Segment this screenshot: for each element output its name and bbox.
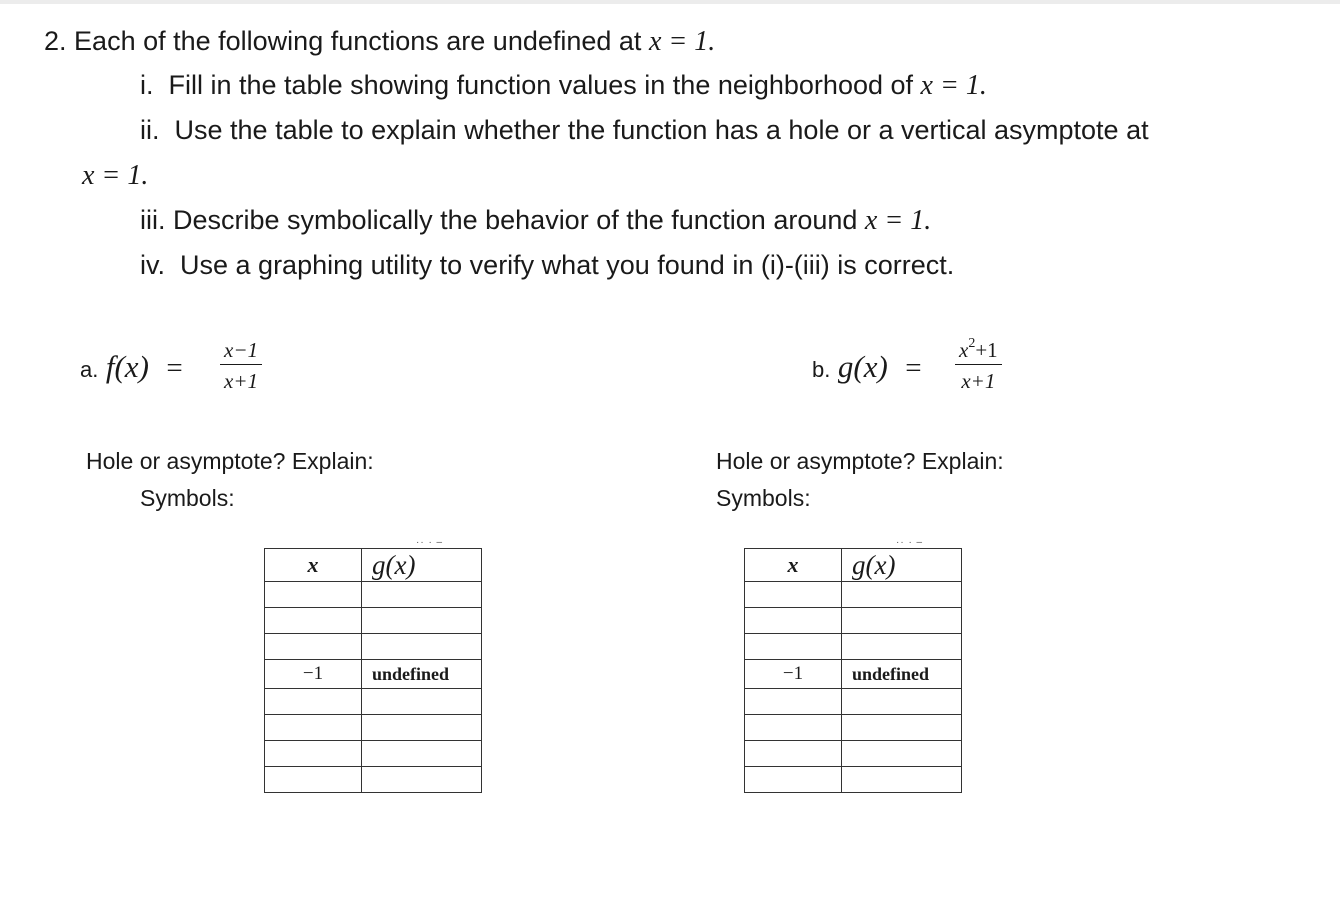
part-b-numerator-exponent: 2: [968, 336, 976, 351]
item-iii-math: x = 1.: [864, 205, 932, 236]
table-row: [745, 741, 962, 767]
table-header-x: [265, 549, 362, 582]
header-x-text: x: [787, 551, 799, 577]
part-b-value-table: [744, 548, 962, 793]
item-iii-text: Describe symbolically the behavior of the function around: [173, 205, 858, 235]
item-iii-label: iii.: [140, 205, 166, 235]
table-row: [745, 608, 962, 634]
table-cell-value[interactable]: [362, 741, 482, 767]
table-cell-x[interactable]: [745, 608, 842, 634]
table-row: [745, 634, 962, 660]
item-ii-wrap-math: x = 1.: [82, 160, 149, 191]
item-iv-text: Use a graphing utility to verify what you found in (i)-(iii) is correct.: [180, 250, 955, 280]
table-cell-x[interactable]: [745, 582, 842, 608]
item-ii-label: ii.: [140, 115, 160, 145]
table-row: [745, 767, 962, 793]
part-b-hole-prompt: Hole or asymptote? Explain:: [716, 448, 1004, 474]
part-a-fraction: [220, 340, 262, 392]
part-b-equals: =: [905, 352, 922, 384]
table-cell-value[interactable]: [362, 689, 482, 715]
cropped-marks: ·· · –: [896, 537, 924, 548]
top-border: [0, 0, 1340, 4]
part-a-function: [80, 351, 183, 383]
table-row: [265, 689, 482, 715]
table-cell-x[interactable]: [265, 582, 362, 608]
item-iv: [140, 252, 954, 279]
header-gx-text: g(x): [372, 549, 416, 580]
table-cell-x[interactable]: [745, 634, 842, 660]
table-cell-value[interactable]: [842, 715, 962, 741]
table-cell-value[interactable]: [842, 689, 962, 715]
table-cell-value[interactable]: [842, 741, 962, 767]
item-i-text: Fill in the table showing function values in the neighborhood of: [168, 70, 914, 100]
table-cell-x[interactable]: [745, 741, 842, 767]
part-a-label: a.: [80, 357, 99, 382]
item-i-math: x = 1.: [920, 70, 987, 101]
table-cell-value[interactable]: [362, 582, 482, 608]
table-row: [265, 741, 482, 767]
table-cell-value[interactable]: [842, 582, 962, 608]
part-a-lhs: f(x): [105, 349, 149, 384]
table-cell-value[interactable]: [362, 715, 482, 741]
part-b-symbols-prompt: Symbols:: [716, 485, 811, 511]
item-iii: [140, 207, 931, 235]
table-row: [745, 582, 962, 608]
table-row: [745, 660, 962, 689]
table-header-row: [745, 549, 962, 582]
cropped-marks: ·· · –: [416, 537, 444, 548]
table-cell-value: undefined: [362, 660, 482, 689]
item-iv-label: iv.: [140, 250, 165, 280]
part-b-numerator: [955, 336, 1002, 365]
table-header-gx: [842, 549, 962, 582]
part-b-fraction: [955, 336, 1002, 393]
part-b-denominator: x+1: [961, 369, 996, 393]
part-b-label: b.: [812, 357, 831, 382]
table-row: [745, 715, 962, 741]
item-i-label: i.: [140, 70, 154, 100]
header-x-text: x: [307, 551, 319, 577]
table-cell-x[interactable]: [265, 689, 362, 715]
table-cell-x: −1: [265, 660, 362, 689]
table-cell-x[interactable]: [745, 715, 842, 741]
item-ii-text: Use the table to explain whether the function has a hole or a vertical asymptote at: [174, 115, 1149, 145]
table-row: [265, 715, 482, 741]
table-cell-x[interactable]: [265, 715, 362, 741]
table-cell-x[interactable]: [265, 741, 362, 767]
table-cell-value: undefined: [842, 660, 962, 689]
part-b-function: [812, 351, 922, 383]
table-row: [265, 767, 482, 793]
table-cell-value[interactable]: [362, 767, 482, 793]
part-a-value-table: [264, 548, 482, 793]
question-line: [44, 28, 715, 56]
table-cell-x[interactable]: [265, 634, 362, 660]
part-b-numerator-base: x: [959, 338, 969, 362]
table-cell-x[interactable]: [265, 608, 362, 634]
table-header-row: [265, 549, 482, 582]
table-cell-x[interactable]: [745, 689, 842, 715]
part-b-numerator-rest: +1: [975, 338, 998, 362]
table-header-x: [745, 549, 842, 582]
table-cell-x: −1: [745, 660, 842, 689]
part-b-lhs: g(x): [837, 349, 888, 384]
table-cell-value[interactable]: [362, 608, 482, 634]
question-number: 2.: [44, 26, 67, 56]
table-row: [265, 660, 482, 689]
part-a-symbols-prompt: Symbols:: [140, 485, 235, 511]
table-row: [265, 582, 482, 608]
table-cell-value[interactable]: [842, 608, 962, 634]
table-cell-x[interactable]: [265, 767, 362, 793]
table-header-gx: [362, 549, 482, 582]
question-x-eq: x = 1.: [648, 26, 716, 57]
item-i: [140, 72, 987, 100]
table-cell-value[interactable]: [362, 634, 482, 660]
table-row: [265, 634, 482, 660]
table-row: [265, 608, 482, 634]
table-row: [745, 689, 962, 715]
part-a-hole-prompt: Hole or asymptote? Explain:: [86, 448, 374, 474]
item-ii: [140, 117, 1149, 144]
question-intro: Each of the following functions are undefined at: [74, 26, 642, 56]
table-cell-x[interactable]: [745, 767, 842, 793]
header-gx-text: g(x): [852, 549, 896, 580]
part-a-denominator: x+1: [224, 369, 258, 393]
part-a-numerator: x−1: [220, 340, 262, 365]
table-cell-value[interactable]: [842, 767, 962, 793]
part-a-equals: =: [166, 352, 183, 384]
table-cell-value[interactable]: [842, 634, 962, 660]
